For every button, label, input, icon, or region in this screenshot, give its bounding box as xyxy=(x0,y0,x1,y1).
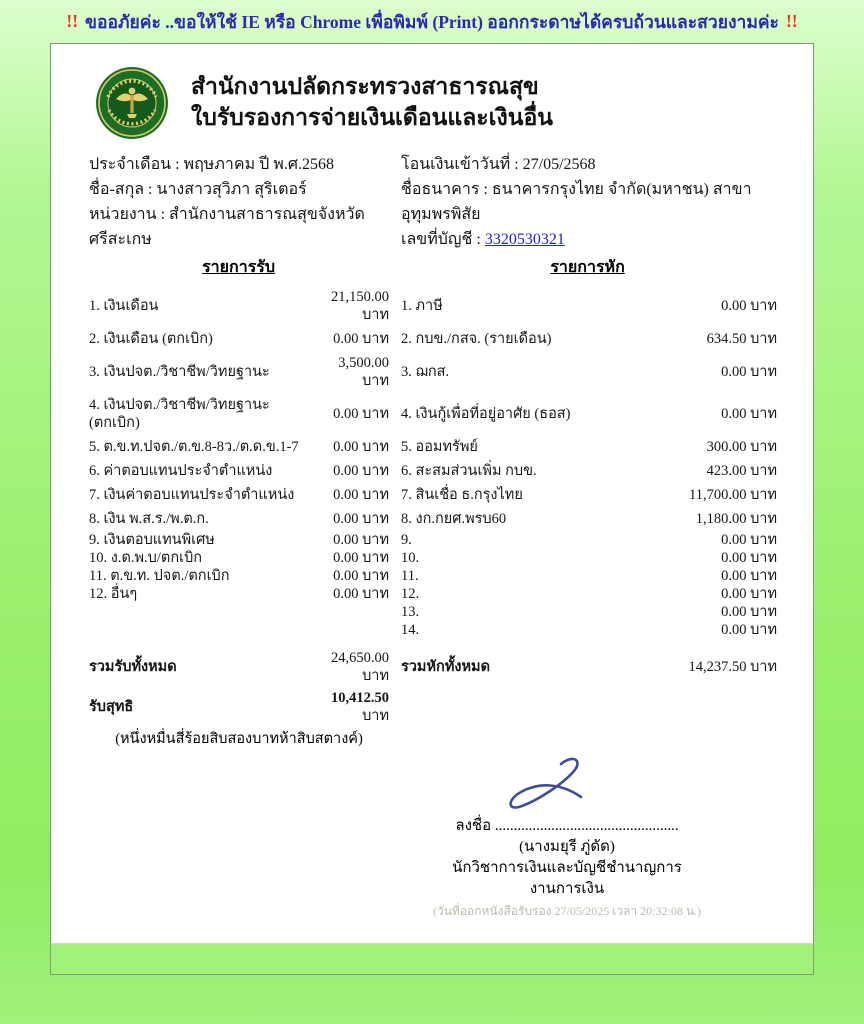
transfer-date-line: โอนเงินเข้าวันที่ : 27/05/2568 xyxy=(401,156,596,173)
income-item-label: 12. อื่นๆ xyxy=(89,586,138,602)
deduction-item-value: 634.50 บาท xyxy=(706,331,777,347)
warning-exclamation-left: !! xyxy=(66,11,79,31)
deduction-item-value: 0.00 บาท xyxy=(721,298,777,314)
income-item-label: 2. เงินเดือน (ตกเบิก) xyxy=(89,331,213,347)
account-line xyxy=(401,227,775,252)
income-item-label: 6. ค่าตอบแทนประจำตำแหน่ง xyxy=(89,463,273,479)
income-item-label: 5. ต.ข.ท.ปจต./ต.ข.8-8ว./ต.ด.ข.1-7 xyxy=(89,439,299,455)
deduction-item-label: 4. เงินกู้เพื่อที่อยู่อาศัย (ธอส) xyxy=(401,406,571,422)
net-pay-value xyxy=(311,689,389,725)
deduction-item-value: 0.00 บาท xyxy=(721,532,777,548)
signature-block xyxy=(387,754,747,922)
deduction-item-value: 0.00 บาท xyxy=(721,406,777,422)
net-pay-unit: บาท xyxy=(362,708,389,724)
info-right xyxy=(401,152,775,252)
income-section-header: รายการรับ xyxy=(202,259,276,276)
deduction-item-label: 6. สะสมส่วนเพิ่ม กบข. xyxy=(401,463,537,479)
income-item-label: 10. ง.ด.พ.บ/ตกเบิก xyxy=(89,550,203,566)
sign-here-line: ลงชื่อ ................................................. xyxy=(455,818,679,834)
print-warning-banner xyxy=(0,0,864,43)
deduction-item-value: 423.00 บาท xyxy=(706,463,777,479)
deduction-item-label: 13. xyxy=(401,604,420,620)
handwritten-signature-icon xyxy=(491,754,591,814)
document-titles xyxy=(191,66,553,140)
net-amount-in-words: (หนึ่งหมื่นสี่ร้อยสิบสองบาทห้าสิบสตางค์) xyxy=(115,731,363,747)
totals-row xyxy=(89,649,775,685)
deduction-item-label: 9. xyxy=(401,532,412,548)
income-item-label: 9. เงินตอบแทนพิเศษ xyxy=(89,532,215,548)
account-number-link[interactable]: 3320530321 xyxy=(484,231,565,248)
period-line: ประจำเดือน : พฤษภาคม ปี พ.ศ.2568 xyxy=(89,156,334,173)
deduction-section-header: รายการหัก xyxy=(550,259,625,276)
signer-unit: งานการเงิน xyxy=(529,881,605,897)
income-item-value: 0.00 บาท xyxy=(333,331,389,347)
deduction-item-label: 8. งก.กยศ.พรบ60 xyxy=(401,511,507,527)
net-pay-row xyxy=(89,689,775,725)
income-item-value: 0.00 บาท xyxy=(333,406,389,422)
deduction-item-label: 2. กบข./กสจ. (รายเดือน) xyxy=(401,331,552,347)
income-item-value: 0.00 บาท xyxy=(333,568,389,584)
bank-line: ชื่อธนาคาร : ธนาคารกรุงไทย จำกัด(มหาชน) สาขาอุทุมพรพิสัย xyxy=(401,181,752,223)
net-pay-label: รับสุทธิ xyxy=(89,699,134,715)
deduction-item-label: 5. ออมทรัพย์ xyxy=(401,439,478,455)
signer-name: (นางมยุรี ภู่ดัด) xyxy=(519,839,615,855)
income-item-label: 8. เงิน พ.ส.ร./พ.ต.ก. xyxy=(89,511,209,527)
deduction-item-value: 1,180.00 บาท xyxy=(695,511,777,527)
warning-message: ขออภัยค่ะ ..ขอให้ใช้ IE หรือ Chrome เพื่อพิมพ์ (Print) ออกกระดาษได้ครบถ้วนและสวยงามค่ะ xyxy=(85,11,779,32)
employee-name-line: ชื่อ-สกุล : นางสาวสุวิภา สุริเตอร์ xyxy=(89,181,307,198)
deduction-item-label: 14. xyxy=(401,622,420,638)
deduction-item-value: 0.00 บาท xyxy=(721,568,777,584)
department-line: หน่วยงาน : สำนักงานสาธารณสุขจังหวัดศรีสะเกษ xyxy=(89,206,365,248)
total-deduction-value: 14,237.50 บาท xyxy=(688,659,777,675)
income-item-value: 0.00 บาท xyxy=(333,511,389,527)
total-deduction-label: รวมหักทั้งหมด xyxy=(401,659,490,675)
document-frame xyxy=(50,43,814,975)
income-item-value: 0.00 บาท xyxy=(333,532,389,548)
deduction-item-value: 0.00 บาท xyxy=(721,364,777,380)
deduction-item-value: 0.00 บาท xyxy=(721,550,777,566)
issue-timestamp: (วันที่ออกหนังสือรับรอง 27/05/2025 เวลา 20:32:08 น.) xyxy=(432,904,702,918)
org-name: สำนักงานปลัดกระทรวงสาธารณสุข xyxy=(191,73,539,99)
items-grid xyxy=(89,285,775,639)
account-label: เลขที่บัญชี : xyxy=(401,231,485,248)
income-item-label: 4. เงินปจต./วิชาชีพ/วิทยฐานะ (ตกเบิก) xyxy=(89,397,270,431)
info-left xyxy=(89,152,401,252)
income-item-value: 0.00 บาท xyxy=(333,550,389,566)
income-item-value: 3,500.00 บาท xyxy=(338,355,389,389)
document-title: ใบรับรองการจ่ายเงินเดือนและเงินอื่น xyxy=(191,104,554,130)
garuda-seal-icon xyxy=(95,66,169,140)
income-item-value: 0.00 บาท xyxy=(333,439,389,455)
income-item-value: 0.00 บาท xyxy=(333,586,389,602)
deduction-item-value: 300.00 บาท xyxy=(706,439,777,455)
deduction-item-value: 11,700.00 บาท xyxy=(689,487,777,503)
section-headers xyxy=(89,255,775,280)
ministry-seal-logo xyxy=(95,66,169,140)
deduction-item-value: 0.00 บาท xyxy=(721,622,777,638)
deduction-item-label: 12. xyxy=(401,586,420,602)
income-item-label: 11. ต.ข.ท. ปจต./ตกเบิก xyxy=(89,568,230,584)
deduction-item-value: 0.00 บาท xyxy=(721,586,777,602)
total-income-value: 24,650.00 บาท xyxy=(331,650,389,684)
deduction-item-label: 1. ภาษี xyxy=(401,298,443,314)
deduction-item-value: 0.00 บาท xyxy=(721,604,777,620)
payslip-document xyxy=(51,44,813,944)
deduction-item-label: 3. ฌกส. xyxy=(401,364,450,380)
income-item-value: 21,150.00 บาท xyxy=(331,289,389,323)
signer-position: นักวิชาการเงินและบัญชีชำนาญการ xyxy=(452,860,682,876)
info-section xyxy=(89,152,775,252)
deduction-item-label: 7. สินเชื่อ ธ.กรุงไทย xyxy=(401,487,523,503)
document-header xyxy=(95,66,775,140)
income-item-label: 7. เงินค่าตอบแทนประจำตำแหน่ง xyxy=(89,487,295,503)
warning-exclamation-right: !! xyxy=(785,11,798,31)
net-pay-amount: 10,412.50 xyxy=(331,690,389,706)
income-item-label: 3. เงินปจต./วิชาชีพ/วิทยฐานะ xyxy=(89,364,270,380)
income-item-label: 1. เงินเดือน xyxy=(89,298,159,314)
deduction-item-label: 11. xyxy=(401,568,419,584)
deduction-item-label: 10. xyxy=(401,550,420,566)
income-item-value: 0.00 บาท xyxy=(333,487,389,503)
income-item-value: 0.00 บาท xyxy=(333,463,389,479)
total-income-label: รวมรับทั้งหมด xyxy=(89,659,177,675)
